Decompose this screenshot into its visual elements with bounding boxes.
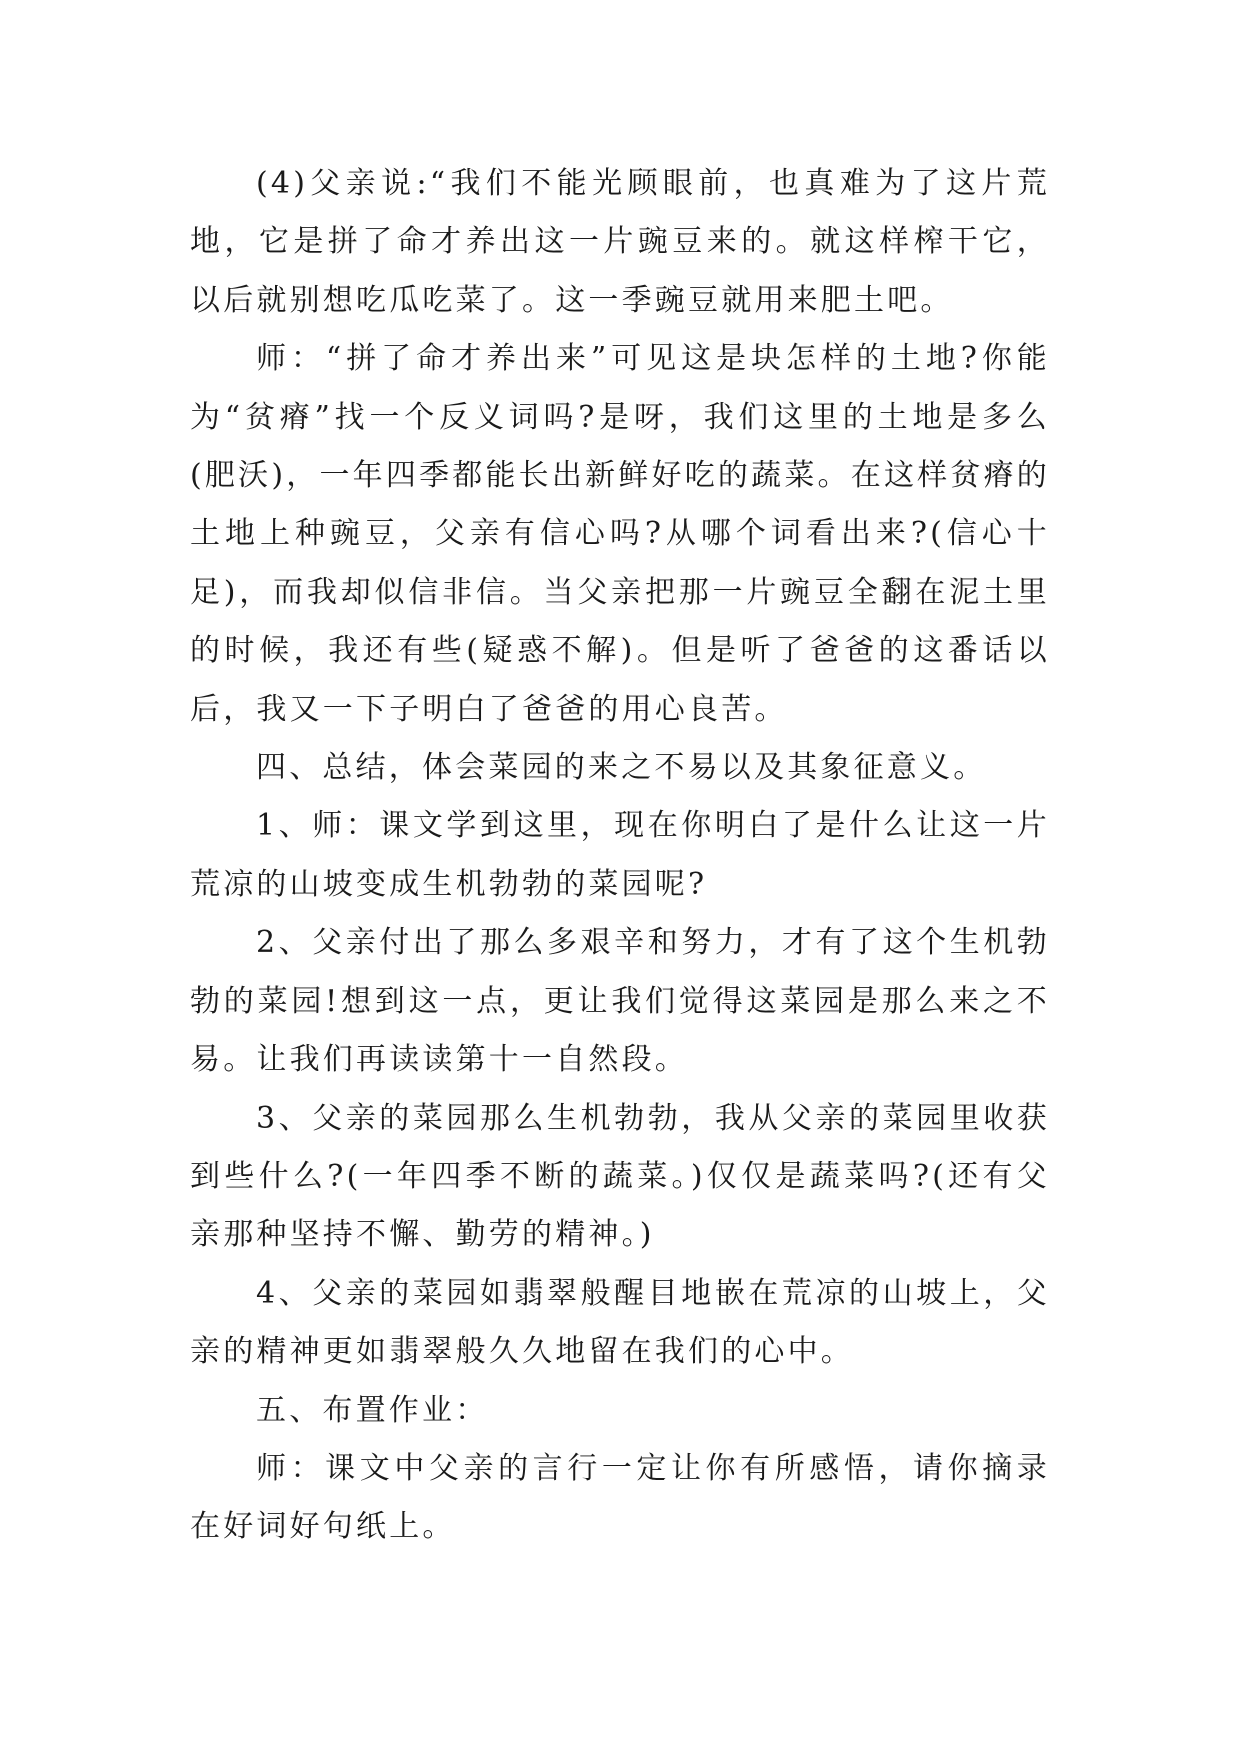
paragraph-homework: 师：课文中父亲的言行一定让你有所感悟，请你摘录在好词好句纸上。: [190, 1450, 1050, 1545]
section-heading-summary: 四、总结，体会菜园的来之不易以及其象征意义。: [256, 750, 987, 786]
paragraph-item-3: 3、父亲的菜园那么生机勃勃，我从父亲的菜园里收获到些什么?(一年四季不断的蔬菜。)仅仅是蔬菜吗?(还有父亲那种坚持不懈、勤劳的精神。): [190, 1100, 1050, 1253]
paragraph-item-4: 4、父亲的菜园如翡翠般醒目地嵌在荒凉的山坡上，父亲的精神更如翡翠般久久地留在我们的心中。: [190, 1275, 1050, 1370]
section-heading-homework: 五、布置作业：: [256, 1392, 489, 1428]
paragraph-teacher-question: 师：“拼了命才养出来”可见这是块怎样的土地?你能为“贫瘠”找一个反义词吗?是呀，我们这里的土地是多么(肥沃)，一年四季都能长出新鲜好吃的蔬菜。在这样贫瘠的土地上种豌豆，父亲有信心吗?从哪个词看出来?(信心十足)，而我却似信非信。当父亲把那一片豌豆全翻在泥土里的时候，我还有些(疑惑不解)。但是听了爸爸的这番话以后，我又一下子明白了爸爸的用心良苦。: [190, 341, 1050, 727]
paragraph-item-2: 2、父亲付出了那么多艰辛和努力，才有了这个生机勃勃的菜园!想到这一点，更让我们觉得这菜园是那么来之不易。让我们再读读第十一自然段。: [190, 925, 1050, 1078]
paragraph-father-quote: (4)父亲说:“我们不能光顾眼前，也真难为了这片荒地，它是拼了命才养出这一片豌豆来的。就这样榨干它，以后就别想吃瓜吃菜了。这一季豌豆就用来肥土吧。: [190, 166, 1050, 318]
paragraph-item-1: 1、师：课文学到这里，现在你明白了是什么让这一片荒凉的山坡变成生机勃勃的菜园呢?: [190, 808, 1050, 902]
document-body: [190, 155, 1050, 1557]
